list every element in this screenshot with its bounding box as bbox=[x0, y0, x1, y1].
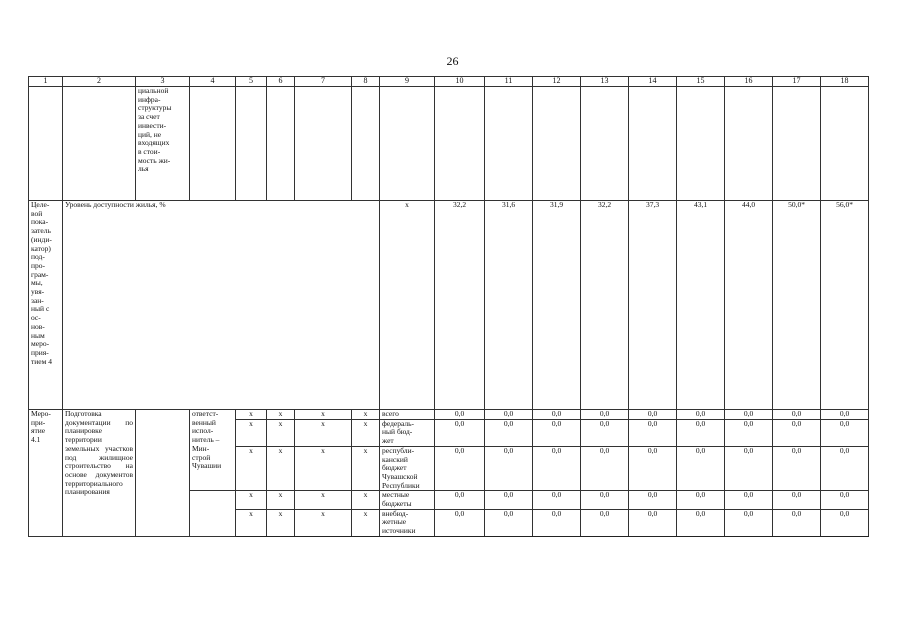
value-cell: 0,0 bbox=[725, 419, 773, 446]
value-cell: 0,0 bbox=[677, 410, 725, 420]
value-cell: 0,0 bbox=[629, 446, 677, 491]
continuation-row bbox=[29, 87, 869, 201]
continuation-text: циальной инфра- структуры за счет инвести- ций, не входящих в стои- мость жи- лья bbox=[136, 87, 190, 201]
value-cell: 0,0 bbox=[821, 419, 869, 446]
code-cell: x bbox=[236, 419, 267, 446]
value-cell: 0,0 bbox=[773, 446, 821, 491]
value-cell: 0,0 bbox=[485, 491, 533, 509]
funding-source: республи- канский бюджет Чувашской Республики bbox=[380, 446, 435, 491]
value-cell: 0,0 bbox=[677, 419, 725, 446]
indicator-value: 50,0* bbox=[773, 201, 821, 410]
value-cell: 0,0 bbox=[581, 491, 629, 509]
indicator-row bbox=[29, 201, 869, 410]
code-cell: x bbox=[352, 491, 380, 509]
measure-label: Меро- при- ятие 4.1 bbox=[29, 410, 63, 537]
value-cell: 0,0 bbox=[725, 491, 773, 509]
value-cell: 0,0 bbox=[725, 446, 773, 491]
value-cell: 0,0 bbox=[435, 446, 485, 491]
header-cell: 12 bbox=[533, 77, 581, 87]
indicator-col9: x bbox=[380, 201, 435, 410]
value-cell: 0,0 bbox=[773, 509, 821, 536]
value-cell: 0,0 bbox=[725, 509, 773, 536]
indicator-value: 31,9 bbox=[533, 201, 581, 410]
code-cell: x bbox=[236, 509, 267, 536]
value-cell: 0,0 bbox=[581, 509, 629, 536]
value-cell: 0,0 bbox=[629, 491, 677, 509]
funding-source: внебюд- жетные источники bbox=[380, 509, 435, 536]
indicator-value: 43,1 bbox=[677, 201, 725, 410]
header-cell: 6 bbox=[267, 77, 295, 87]
code-cell: x bbox=[352, 509, 380, 536]
value-cell: 0,0 bbox=[677, 509, 725, 536]
code-cell: x bbox=[236, 446, 267, 491]
header-cell: 13 bbox=[581, 77, 629, 87]
header-cell: 4 bbox=[190, 77, 236, 87]
code-cell: x bbox=[267, 410, 295, 420]
header-cell: 10 bbox=[435, 77, 485, 87]
value-cell: 0,0 bbox=[533, 509, 581, 536]
code-cell: x bbox=[267, 419, 295, 446]
header-cell: 9 bbox=[380, 77, 435, 87]
value-cell: 0,0 bbox=[821, 446, 869, 491]
value-cell: 0,0 bbox=[629, 509, 677, 536]
value-cell: 0,0 bbox=[581, 446, 629, 491]
value-cell: 0,0 bbox=[533, 446, 581, 491]
header-cell: 1 bbox=[29, 77, 63, 87]
header-cell: 16 bbox=[725, 77, 773, 87]
value-cell: 0,0 bbox=[773, 419, 821, 446]
code-cell: x bbox=[352, 446, 380, 491]
header-cell: 7 bbox=[295, 77, 352, 87]
value-cell: 0,0 bbox=[533, 419, 581, 446]
header-cell: 15 bbox=[677, 77, 725, 87]
code-cell: x bbox=[295, 446, 352, 491]
measure-executor: ответст- венный испол- нитель – Мин- строй Чувашии bbox=[190, 410, 236, 491]
code-cell: x bbox=[267, 491, 295, 509]
value-cell: 0,0 bbox=[485, 446, 533, 491]
indicator-value: 32,2 bbox=[435, 201, 485, 410]
value-cell: 0,0 bbox=[435, 491, 485, 509]
value-cell: 0,0 bbox=[485, 410, 533, 420]
funding-source: федераль- ный бюд- жет bbox=[380, 419, 435, 446]
value-cell: 0,0 bbox=[533, 410, 581, 420]
indicator-label: Целе- вой пока- затель (инди- катор) под- про- грам- мы, увя- зан- ный с ос- нов- ным меро- прия- тием 4 bbox=[29, 201, 63, 410]
funding-source: всего bbox=[380, 410, 435, 420]
indicator-name: Уровень доступности жилья, % bbox=[63, 201, 380, 410]
value-cell: 0,0 bbox=[821, 491, 869, 509]
value-cell: 0,0 bbox=[629, 410, 677, 420]
code-cell: x bbox=[267, 446, 295, 491]
value-cell: 0,0 bbox=[629, 419, 677, 446]
header-cell: 17 bbox=[773, 77, 821, 87]
value-cell: 0,0 bbox=[773, 491, 821, 509]
indicator-value: 37,3 bbox=[629, 201, 677, 410]
value-cell: 0,0 bbox=[725, 410, 773, 420]
value-cell: 0,0 bbox=[485, 419, 533, 446]
value-cell: 0,0 bbox=[821, 410, 869, 420]
code-cell: x bbox=[352, 410, 380, 420]
header-cell: 11 bbox=[485, 77, 533, 87]
value-cell: 0,0 bbox=[485, 509, 533, 536]
code-cell: x bbox=[295, 419, 352, 446]
funding-source: местные бюджеты bbox=[380, 491, 435, 509]
header-cell: 14 bbox=[629, 77, 677, 87]
value-cell: 0,0 bbox=[821, 509, 869, 536]
code-cell: x bbox=[295, 509, 352, 536]
header-cell: 8 bbox=[352, 77, 380, 87]
measure-col4-empty bbox=[190, 491, 236, 537]
indicator-value: 31,6 bbox=[485, 201, 533, 410]
header-cell: 3 bbox=[136, 77, 190, 87]
value-cell: 0,0 bbox=[435, 509, 485, 536]
page-number: 26 bbox=[446, 54, 459, 68]
value-cell: 0,0 bbox=[435, 419, 485, 446]
value-cell: 0,0 bbox=[677, 446, 725, 491]
code-cell: x bbox=[352, 419, 380, 446]
value-cell: 0,0 bbox=[435, 410, 485, 420]
value-cell: 0,0 bbox=[773, 410, 821, 420]
indicator-value: 44,0 bbox=[725, 201, 773, 410]
value-cell: 0,0 bbox=[581, 419, 629, 446]
header-cell: 18 bbox=[821, 77, 869, 87]
value-cell: 0,0 bbox=[581, 410, 629, 420]
code-cell: x bbox=[236, 491, 267, 509]
code-cell: x bbox=[267, 509, 295, 536]
measure-col3 bbox=[136, 410, 190, 537]
measure-name: Подготовка документации по планировке территории земельных участков под жилищное строительство на основе документов территориального планирования bbox=[63, 410, 136, 537]
code-cell: x bbox=[236, 410, 267, 420]
indicator-value: 32,2 bbox=[581, 201, 629, 410]
value-cell: 0,0 bbox=[677, 491, 725, 509]
measure-row bbox=[29, 410, 869, 420]
header-row bbox=[29, 77, 869, 87]
indicator-value: 56,0* bbox=[821, 201, 869, 410]
header-cell: 2 bbox=[63, 77, 136, 87]
header-cell: 5 bbox=[236, 77, 267, 87]
code-cell: x bbox=[295, 491, 352, 509]
program-table bbox=[28, 76, 869, 537]
code-cell: x bbox=[295, 410, 352, 420]
value-cell: 0,0 bbox=[533, 491, 581, 509]
